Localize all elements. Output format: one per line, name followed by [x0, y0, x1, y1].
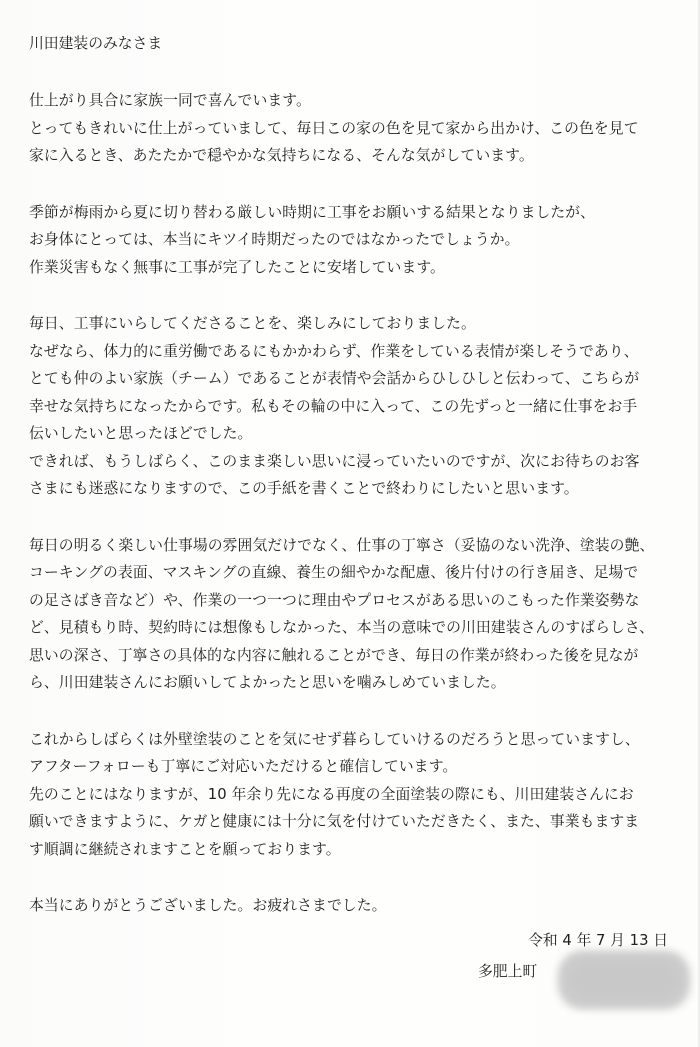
text-line: 家に入るとき、あたたかで穏やかな気持ちになる、そんな気がしています。	[29, 147, 534, 164]
closing-line: 本当にありがとうございました。お疲れさまでした。	[29, 897, 387, 914]
paragraph-2	[29, 199, 689, 282]
text-line: さまにも迷惑になりますので、この手紙を書くことで終わりにしたいと思います。	[29, 480, 579, 497]
text-line: 毎日、工事にいらしてくださることを、楽しみにしておりました。	[29, 315, 476, 332]
text-line: アフターフォローも丁寧にご対応いただけると確信しています。	[29, 758, 458, 775]
text-line: 作業災害もなく無事に工事が完了したことに安堵しています。	[29, 258, 445, 276]
paragraph-4	[29, 532, 689, 697]
sender-town: 多肥上町	[478, 963, 538, 980]
text-line: 思いの深さ、丁寧さの具体的な内容に触れることができ、毎日の作業が終わった後を見なが	[29, 646, 639, 664]
redacted-name-blur-core	[566, 957, 682, 1003]
text-line: 毎日の明るく楽しい仕事場の雰囲気だけでなく、仕事の丁寧さ（妥協のない洗浄、塗装の艶、	[29, 536, 655, 554]
letter-date: 令和 4 年 7 月 13 日	[528, 932, 668, 949]
text-line: 先のことにはなりますが、10 年余り先になる再度の全面塗装の際にも、川田建装さんにお	[29, 785, 634, 803]
text-line: なぜなら、体力的に重労働であるにもかかわらず、作業をしている表情が楽しそうであり、	[29, 342, 639, 360]
text-line: ら、川田建装さんにお願いしてよかったと思いを噛みしめていました。	[29, 674, 506, 691]
text-line: とても仲のよい家族（チーム）であることが表情や会話からひしひしと伝わって、こちらが	[29, 370, 640, 387]
text-line: 季節が梅雨から夏に切り替わる厳しい時期に工事をお願いする結果となりましたが、	[29, 203, 596, 221]
text-line: コーキングの表面、マスキングの直線、養生の細やかな配慮、後片付けの行き届き、足場で	[29, 564, 639, 581]
text-line: す順調に継続されますことを願っております。	[29, 840, 341, 858]
text-line: これからしばらくは外壁塗装のことを気にせず暮らしていけるのだろうと思っていますし、	[29, 730, 640, 748]
paragraph-1	[29, 87, 689, 170]
paragraph-3	[29, 310, 689, 503]
paragraph-6	[29, 892, 689, 920]
letter-body	[29, 29, 689, 920]
text-line: とってもきれいに仕上がっていまして、毎日この家の色を見て家から出かけ、この色を見て	[29, 119, 639, 137]
text-line: 幸せな気持ちになったからです。私もその輪の中に入って、この先ずっと一緒に仕事をお手	[29, 397, 638, 415]
greeting: 川田建装のみなさま	[29, 35, 163, 52]
text-line: の足さばき音など）や、作業の一つ一つに理由やプロセスがある思いのこもった作業姿勢な	[29, 591, 640, 609]
text-line: ど、見積もり時、契約時には想像もしなかった、本当の意味での川田建装さんのすばらしさ、	[29, 619, 655, 636]
sender-signature	[478, 951, 700, 1023]
paragraph-5	[29, 726, 689, 864]
text-line: お身体にとっては、本当にキツイ時期だったのではなかったでしょうか。	[29, 231, 520, 248]
text-line: 伝いしたいと思ったほどでした。	[29, 425, 253, 442]
text-line: できれば、もうしばらく、このまま楽しい思いに浸っていたいのですが、次にお待ちのお客	[29, 452, 640, 470]
text-line: 仕上がり具合に家族一同で喜んでいます。	[29, 92, 311, 109]
text-line: 願いできますように、ケガと健康には十分に気を付けていただきたく、また、事業もますま	[29, 813, 640, 830]
